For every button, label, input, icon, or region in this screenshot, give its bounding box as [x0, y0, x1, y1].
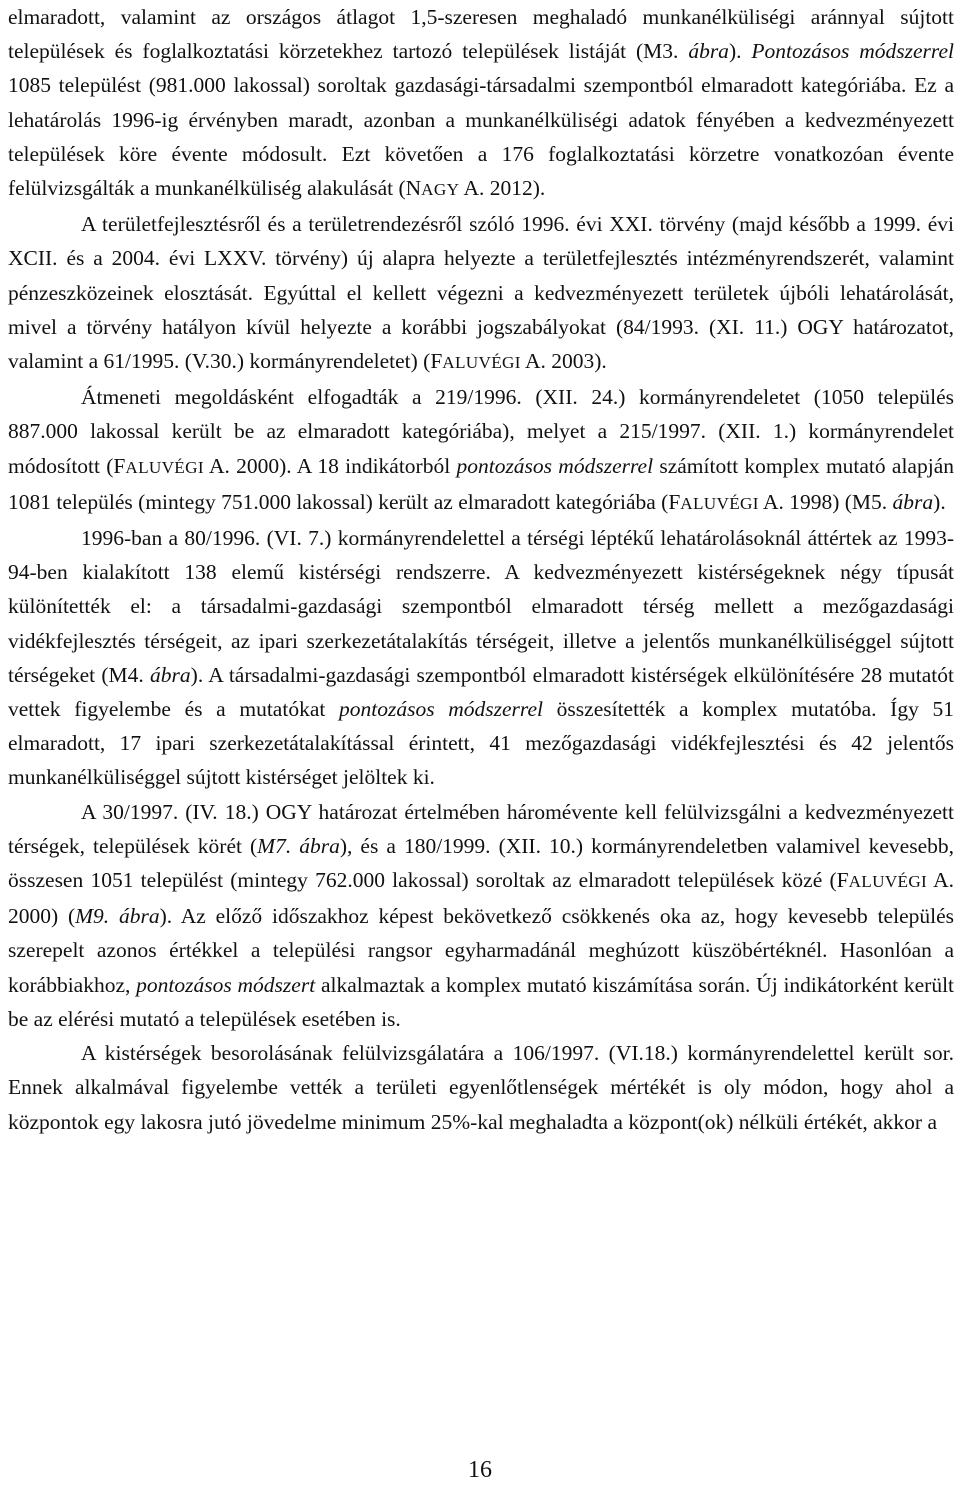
text-run: A. 2000). A 18 indikátorból [203, 453, 457, 478]
text-run: A. 2012). [459, 176, 546, 201]
text-run: A. 1998) (M5. [758, 489, 893, 514]
italic-text: ábra [150, 662, 191, 687]
paragraph-p1 [8, 0, 954, 207]
text-run: Átmeneti megoldásként elfogadták a 219/1996. (XII. 24.) kormányrendeletet (1050 település 887.000 lakossal került be az elmaradott kategóriába), melyet a 215/1997. (XII. 1.) kormányrendelet módosított (F [8, 385, 954, 478]
text-run: alkalmaztak a komplex mutató kiszámítása során. Új indikátorként került be az elérési mutató a települések esetében is. [8, 972, 955, 1031]
text-run: A. 2003). [520, 349, 607, 374]
italic-text: M9. ábra [75, 904, 160, 929]
italic-text: pontozásos módszerrel [339, 697, 543, 722]
text-run: elmaradott, valamint az országos átlagot 1,5-szeresen meghaladó munkanélküliségi aránnyal sújtott települések és foglalkoztatási körzetekhez tartozó települések listáját (M3. [8, 5, 954, 64]
paragraph-p4 [8, 521, 954, 795]
text-run: A. 2000) ( [8, 868, 955, 929]
italic-text: Pontozásos módszerrel [751, 39, 954, 64]
italic-text: pontozásos módszerrel [456, 453, 654, 478]
text-run: összesítették a komplex mutatóba. Így 51 elmaradott, 17 ipari szerkezetátalakítással érintett, 41 mezőgazdasági vidékfejlesztési és 42 jelentős munkanélküliséggel sújtott kistérséget jelöltek ki. [8, 697, 954, 790]
text-run: A kistérségek besorolásának felülvizsgálatára a 106/1997. (VI.18.) kormányrendelettel került sor. Ennek alkalmával figyelembe vették a területi egyenlőtlenségek mértékét is oly módon, hogy ahol a központok egy lakosra jutó jövedelme minimum 25%-kal meghaladta a központ(ok) nélküli értékét, akkor a [8, 1041, 954, 1134]
author-name-smallcaps: ALUVÉGI [680, 493, 759, 513]
paragraph-p6 [8, 1036, 954, 1139]
text-run: A területfejlesztésről és a területrendezésről szóló 1996. évi XXI. törvény (majd később a 1999. évi XCII. és a 2004. évi LXXV. törvény) új alapra helyezte a területfejlesztés intézményrendszerét, valamint pénzeszközeinek elosztását. Egyúttal el kellett végezni a kedvezményezett területek újbóli lehatárolását, mivel a törvény hatályon kívül helyezte a korábbi jogszabályokat (84/1993. (XI. 11.) OGY határozatot, valamint a 61/1995. (V.30.) kormányrendeletet) (F [8, 212, 954, 374]
italic-text: pontozásos módszert [136, 972, 316, 997]
author-name-smallcaps: ALUVÉGI [442, 353, 521, 373]
paragraph-p5 [8, 795, 954, 1036]
page-number: 16 [468, 1457, 492, 1483]
author-name-smallcaps: ALUVÉGI [125, 457, 204, 477]
text-run: ), és a 180/1999. (XII. 10.) kormányrendeletben valamivel kevesebb, összesen 1051 települést (mintegy 762.000 lakossal) soroltak az elmaradott települések közé (F [8, 833, 954, 893]
text-run: 1085 települést (981.000 lakossal) soroltak gazdasági-társadalmi szempontból elmaradott kategóriába. Ez a lehatárolás 1996-ig érvényben maradt, azonban a munkanélküliségi adatok fényében a kedvezményezett települések köre évente módosult. Ezt követően a 176 foglalkoztatási körzetre vonatkozóan évente felülvizsgálták a munkanélküliség alakulását (N [8, 73, 954, 201]
author-name-smallcaps: ALUVÉGI [848, 872, 928, 892]
italic-text: ábra [892, 489, 934, 514]
text-run: ). A társadalmi-gazdasági szempontból elmaradott kistérségek elkülönítésére 28 mutatót vettek figyelembe és a mutatókat [8, 662, 955, 722]
italic-text: ábra [688, 39, 729, 64]
text-run: 1996-ban a 80/1996. (VI. 7.) kormányrendelettel a térségi léptékű lehatárolásoknál áttértek az 1993-94-ben kialakított 138 elemű kistérségi rendszerre. A kedvezményezett kistérségeknek négy típusát különítették el: a társadalmi-gazdasági szempontból elmaradott térség mellett a mezőgazdasági vidékfejlesztés térségeit, az ipari szerkezetátalakítás térségeit, illetve a jelentős munkanélküliséggel sújtott térségeket (M4. [8, 526, 954, 687]
text-run: számított komplex mutató alapján 1081 település (mintegy 751.000 lakossal) került az elmaradott kategóriába (F [8, 453, 954, 514]
text-run: ). Az előző időszakhoz képest bekövetkező csökkenés oka az, hogy kevesebb település szerepelt azonos értékkel a települési rangsor egyharmadánál meghúzott küszöbértéknél. Hasonlóan a korábbiakhoz, [8, 904, 954, 997]
body-text [8, 0, 954, 1139]
text-run: ). [728, 39, 752, 64]
text-run: A 30/1997. (IV. 18.) OGY határozat értelmében háromévente kell felülvizsgálni a kedvezményezett térségek, települések körét ( [8, 799, 954, 858]
text-run: ). [933, 489, 946, 514]
paragraph-p3 [8, 380, 954, 521]
italic-text: M7. ábra [257, 833, 340, 858]
author-name-smallcaps: AGY [421, 180, 460, 200]
paragraph-p2 [8, 207, 954, 380]
